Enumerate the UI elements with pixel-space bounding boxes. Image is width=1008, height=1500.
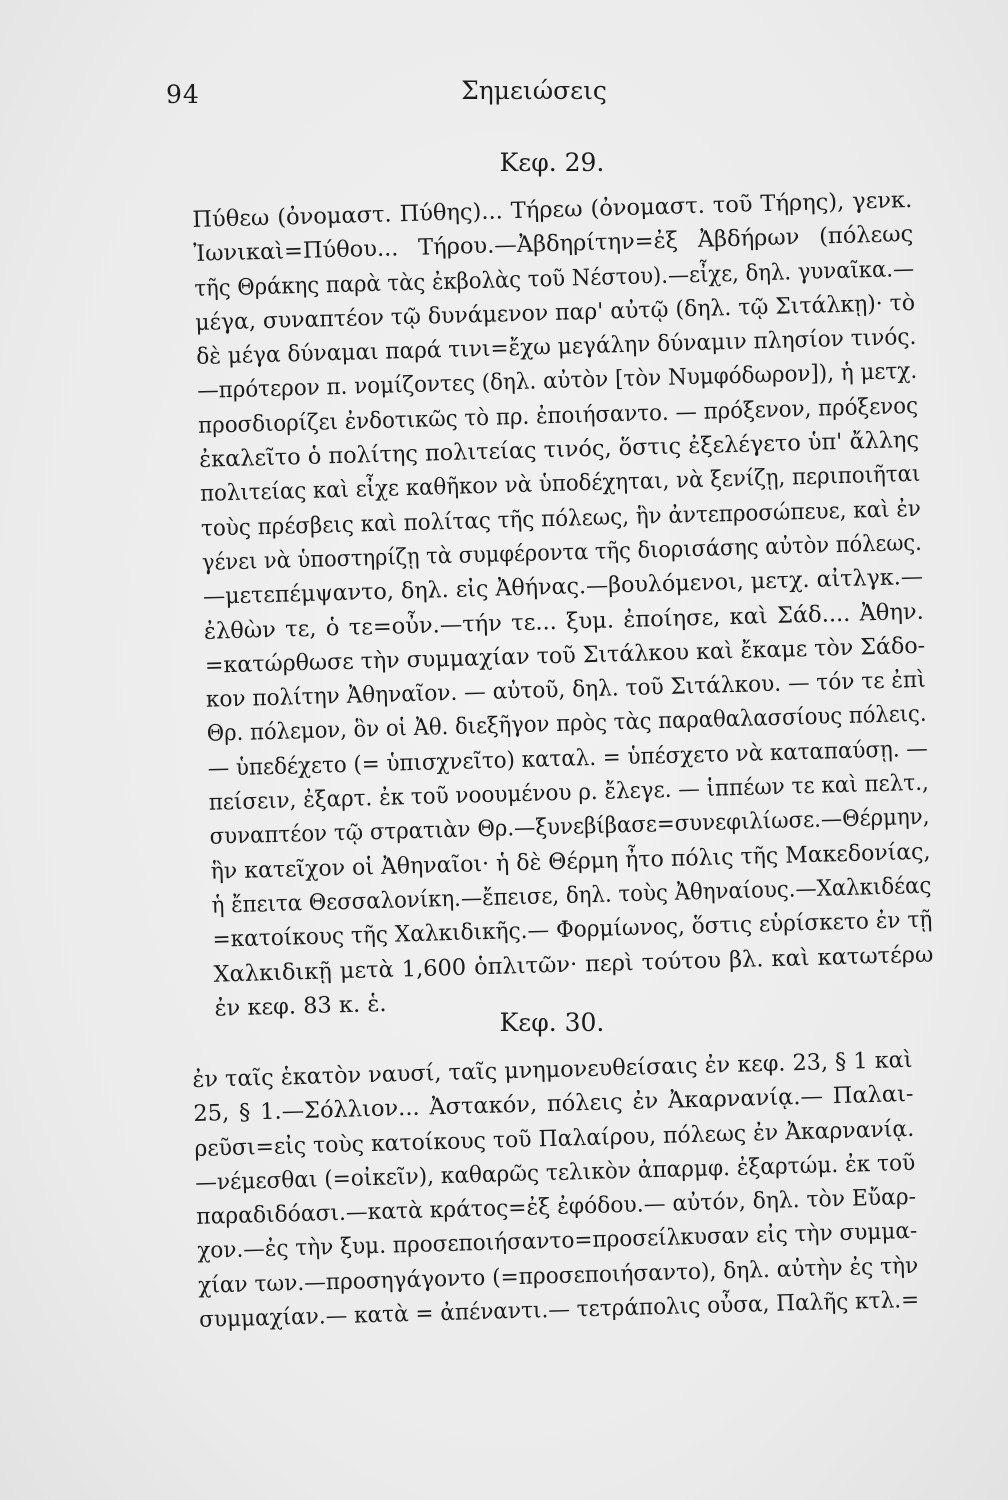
text-line: πείσειν, ἐξαρτ. ἐκ τοῦ νοουμένου ρ. ἔλεγε. — ἱππέων τε καὶ πελτ., bbox=[208, 769, 930, 816]
text-line: κον πολίτην Ἀθηναῖον. — αὐτοῦ, δηλ. τοῦ Σιτάλκου. — τόν τε ἐπὶ bbox=[205, 666, 926, 713]
text-line: παραδιδόασι.—κατὰ κράτος=ἐξ ἐφόδου.— αὐτόν, δηλ. τὸν Εὔαρ- bbox=[195, 1184, 917, 1231]
text-line: Ἰωνικαὶ=Πύθου... Τήρου.—Ἀβδηρίτην=ἐξ Ἀβδήρων (πόλεως bbox=[193, 221, 914, 268]
text-line: —μετεπέμψαντο, δηλ. εἰς Ἀθήνας.—βουλόμενοι, μετχ. αἰτλγκ.— bbox=[202, 564, 924, 611]
text-line: δὲ μέγα δύναμαι παρά τινι=ἔχω μεγάλην δύναμιν πλησίον τινός. bbox=[195, 324, 917, 371]
text-line: —νέμεσθαι (=οἰκεῖν), καθαρῶς τελικὸν ἀπαρμφ. ἐξαρτώμ. ἐκ τοῦ bbox=[194, 1149, 916, 1196]
text-line: χον.—ἐς τὴν ξυμ. προσεποιήσαντο=προσείλκυσαν εἰς τὴν συμμα- bbox=[196, 1218, 918, 1265]
text-line: ρεῦσι=εἰς τοὺς κατοίκους τοῦ Παλαίρου, πόλεως ἐν Ἀκαρνανίᾳ. bbox=[194, 1115, 915, 1162]
section-text bbox=[192, 1043, 919, 1337]
section-chapter-29 bbox=[192, 148, 934, 1026]
text-line: ἐν ταῖς ἑκατὸν ναυσί, ταῖς μνημονευθείσαις ἐν κεφ. 23, § 1 καὶ bbox=[192, 1046, 913, 1093]
text-line: γένει νὰ ὑποστηρίζῃ τὰ συμφέροντα τῆς διορισάσης αὐτὸν πόλεως. bbox=[201, 529, 923, 576]
text-line: χίαν των.—προσηγάγοντο (=προσεποιήσαντο), δηλ. αὐτὴν ἐς τὴν bbox=[197, 1252, 919, 1299]
text-line: ἐλθὼν τε, ὁ τε=οὖν.—τήν τε... ξυμ. ἐποίησε, καὶ Σάδ.... Ἀθην. bbox=[203, 598, 925, 645]
text-line: ἐκαλεῖτο ὁ πολίτης πολιτείας τινός, ὅστις ἐξελέγετο ὑπ' ἄλλης bbox=[198, 426, 920, 473]
section-heading: Κεφ. 29. bbox=[499, 148, 605, 177]
text-line: Χαλκιδικῇ μετὰ 1,600 ὁπλιτῶν· περὶ τούτου βλ. καὶ κατωτέρω bbox=[213, 941, 934, 988]
text-line: ἐν κεφ. 83 κ. ἑ. bbox=[214, 990, 387, 1022]
text-line: τοὺς πρέσβεις καὶ πολίτας τῆς πόλεως, ἣν ἀντεπροσώπευε, καὶ ἐν bbox=[200, 495, 922, 542]
section-heading: Κεφ. 30. bbox=[499, 1008, 605, 1037]
page-number: 94 bbox=[166, 80, 200, 109]
text-line: 25, § 1.—Σόλλιον... Ἀστακόν, πόλεις ἐν Ἀκαρνανίᾳ.— Παλαι- bbox=[193, 1081, 914, 1128]
text-line: ἣν κατεῖχον οἱ Ἀθηναῖοι· ἡ δὲ Θέρμη ἦτο πόλις τῆς Μακεδονίας, bbox=[210, 838, 931, 885]
text-line: =κατοίκους τῆς Χαλκιδικῆς.— Φορμίωνος, ὅστις εὑρίσκετο ἐν τῇ bbox=[212, 906, 933, 953]
text-line: Πύθεω (ὀνομαστ. Πύθης)... Τήρεω (ὀνομαστ. τοῦ Τήρης), γενκ. bbox=[192, 186, 913, 233]
running-head: Σημειώσεις bbox=[461, 76, 607, 105]
section-chapter-30 bbox=[192, 1008, 920, 1337]
text-line: — ὑπεδέχετο (= ὑπισχνεῖτο) καταλ. = ὑπέσχετο νὰ καταπαύσῃ. — bbox=[207, 735, 929, 782]
text-line: Θρ. πόλεμον, ὃν οἱ Ἀθ. διεξῆγον πρὸς τὰς παραθαλασσίους πόλεις. bbox=[206, 701, 927, 748]
text-line: =κατώρθωσε τὴν συμμαχίαν τοῦ Σιτάλκου καὶ ἔκαμε τὸν Σάδο- bbox=[204, 632, 926, 679]
text-line: πολιτείας καὶ εἶχε καθῆκον νὰ ὑποδέχηται, νὰ ξενίζῃ, περιποιῆται bbox=[199, 461, 921, 508]
section-text bbox=[192, 183, 935, 1026]
text-line: συμμαχίαν.— κατὰ = ἀπέναντι.— τετράπολις οὖσα, Παλῆς κτλ.= bbox=[198, 1286, 920, 1333]
text-line: ἡ ἔπειτα Θεσσαλονίκη.—ἔπεισε, δηλ. τοὺς Ἀθηναίους.—Χαλκιδέας bbox=[211, 872, 932, 919]
text-line: συναπτέον τῷ στρατιὰν Θρ.—ξυνεβίβασε=συνεφιλίωσε.—Θέρμην, bbox=[209, 803, 930, 851]
text-line: τῆς Θράκης παρὰ τὰς ἐκβολὰς τοῦ Νέστου).—εἶχε, δηλ. γυναῖκα.— bbox=[194, 255, 915, 302]
text-line: —πρότερον π. νομίζοντες (δηλ. αὐτὸν [τὸν Νυμφόδωρον]), ἡ μετχ. bbox=[196, 358, 918, 405]
text-line: μέγα, συναπτέον τῷ δυνάμενον παρ' αὐτῷ (δηλ. τῷ Σιτάλκῃ)· τὸ bbox=[194, 289, 916, 336]
text-line: προσδιορίζει ἐνδοτικῶς τὸ πρ. ἐποιήσαντο. — πρόξενον, πρόξενος bbox=[197, 392, 919, 439]
